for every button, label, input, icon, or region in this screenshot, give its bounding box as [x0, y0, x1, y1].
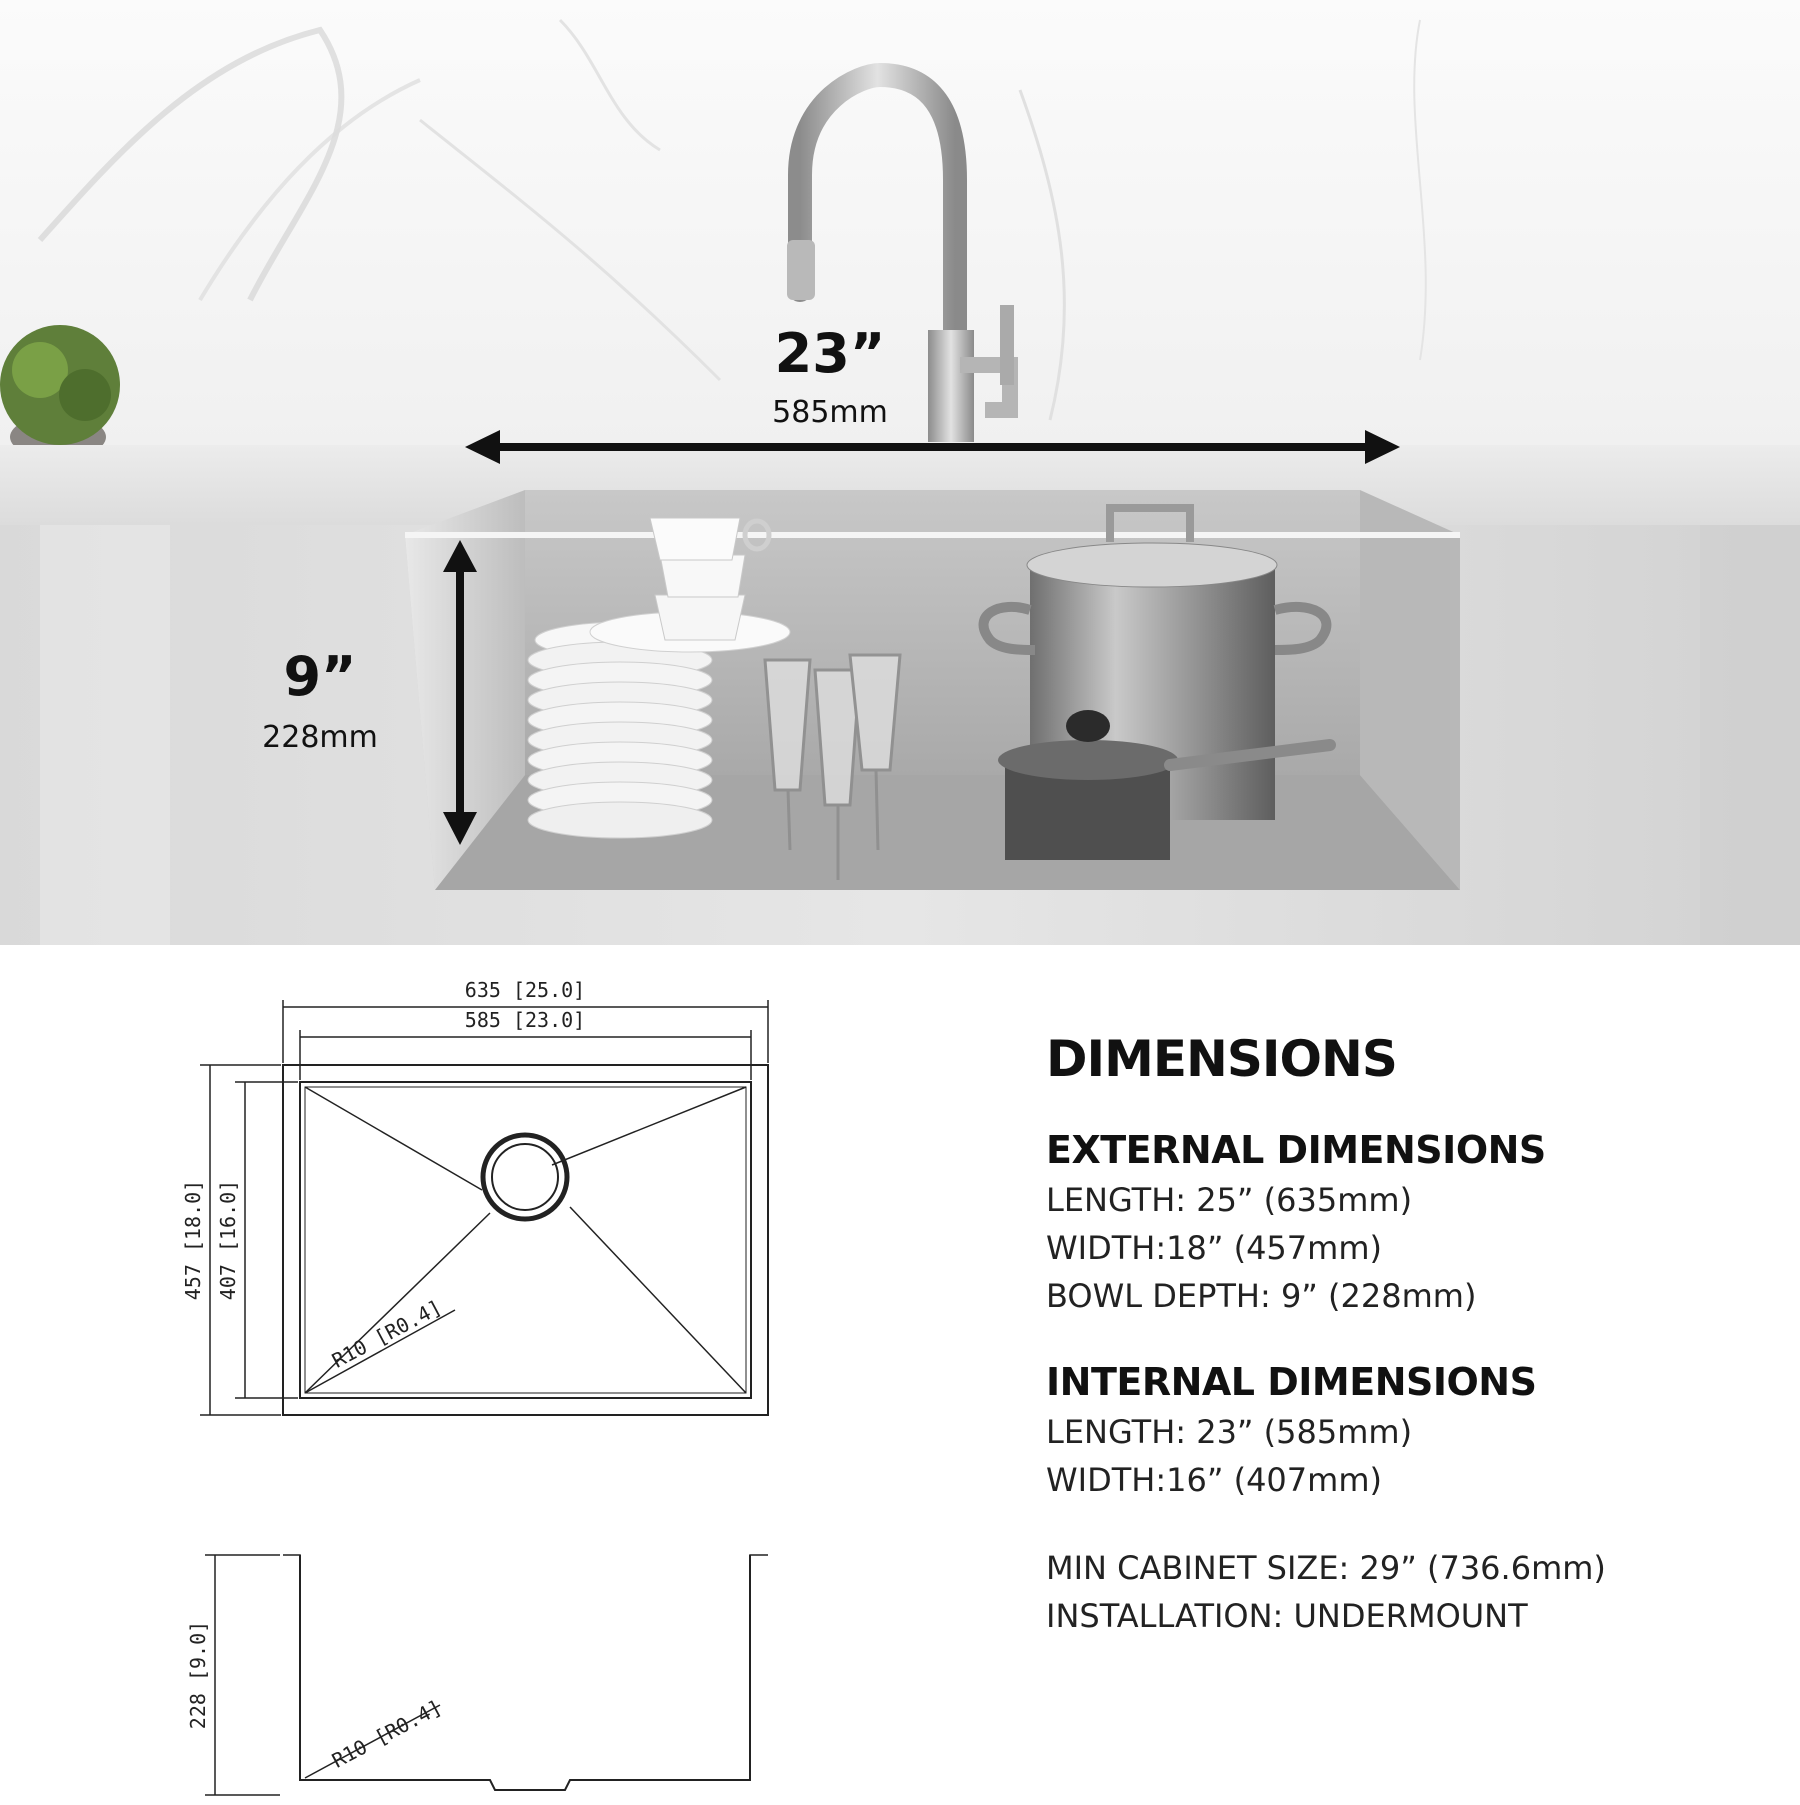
installation-type: INSTALLATION: UNDERMOUNT: [1046, 1597, 1528, 1635]
external-heading: EXTERNAL DIMENSIONS: [1046, 1128, 1546, 1172]
bowl-depth: BOWL DEPTH: 9” (228mm): [1046, 1277, 1477, 1315]
internal-heading: INTERNAL DIMENSIONS: [1046, 1360, 1537, 1404]
technical-drawings: [0, 945, 900, 1800]
internal-length: LENGTH: 23” (585mm): [1046, 1413, 1413, 1451]
dimensions-spec: [1046, 1030, 1766, 1640]
plant-decoration: [0, 325, 120, 459]
spec-title: DIMENSIONS: [1046, 1030, 1397, 1088]
inner-length-dimension: 585 [23.0]: [464, 1008, 586, 1032]
top-radius-dimension: R10 [R0.4]: [327, 1294, 446, 1373]
depth-mm-label: 228mm: [262, 720, 378, 755]
outer-width-dimension: 457 [18.0]: [181, 1179, 205, 1301]
sink-dimension-drawing: [0, 945, 900, 1800]
outer-length-dimension: 635 [25.0]: [464, 978, 586, 1002]
min-cabinet-size: MIN CABINET SIZE: 29” (736.6mm): [1046, 1549, 1606, 1587]
drain-outer: [483, 1135, 567, 1219]
width-inches-label: 23”: [774, 322, 886, 385]
inner-width-dimension: 407 [16.0]: [216, 1179, 240, 1301]
side-radius-dimension: R10 [R0.4]: [327, 1694, 446, 1773]
width-mm-label: 585mm: [772, 395, 888, 430]
side-depth-dimension: 228 [9.0]: [186, 1620, 210, 1730]
internal-width: WIDTH:16” (407mm): [1046, 1461, 1382, 1499]
external-length: LENGTH: 25” (635mm): [1046, 1181, 1413, 1219]
depth-inches-label: 9”: [283, 645, 357, 708]
external-width: WIDTH:18” (457mm): [1046, 1229, 1382, 1267]
drain-inner: [492, 1144, 558, 1210]
